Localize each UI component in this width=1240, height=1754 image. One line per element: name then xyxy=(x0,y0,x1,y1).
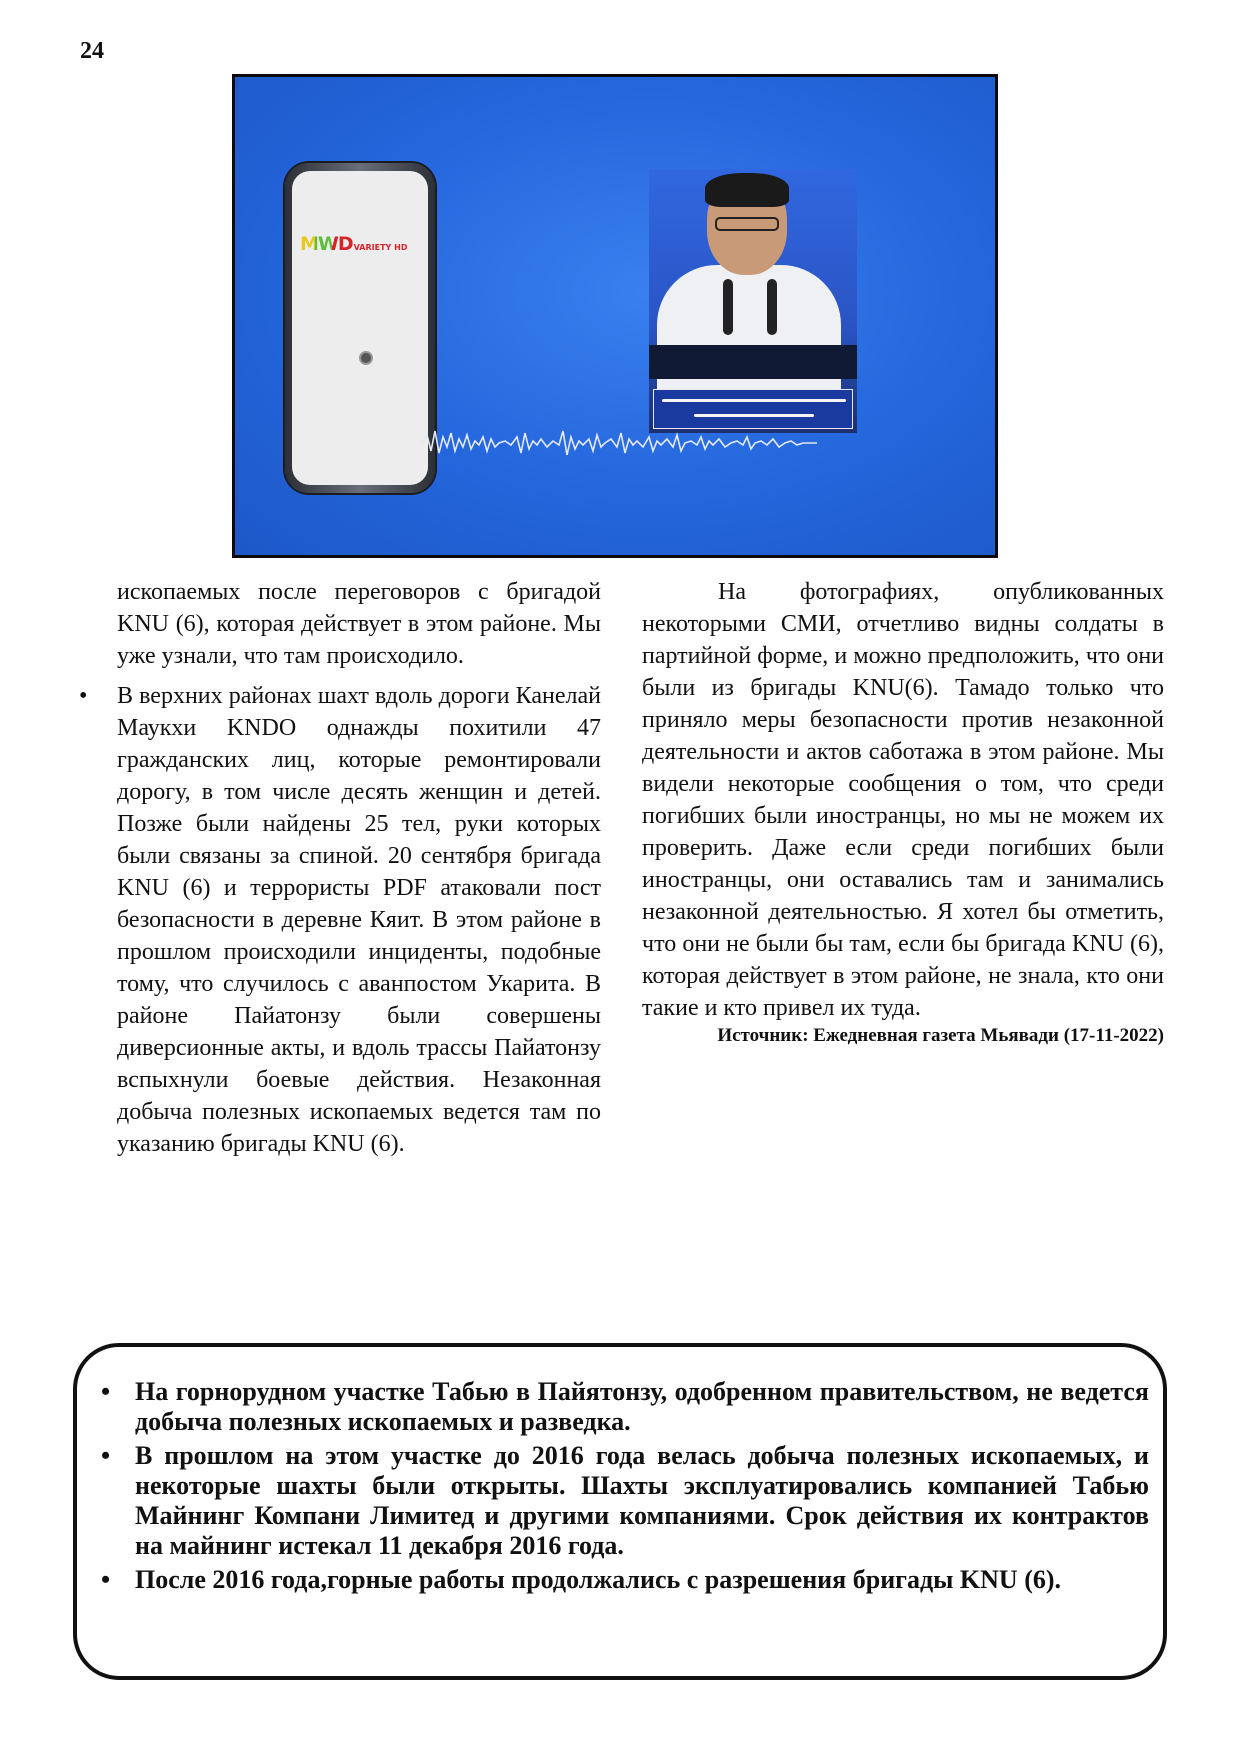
phone-screen xyxy=(292,171,428,485)
microphone-icon xyxy=(723,279,733,335)
phone-camera-icon xyxy=(361,353,371,363)
list-item xyxy=(101,1377,1149,1437)
list-item xyxy=(79,680,601,1160)
bullet-icon: • xyxy=(101,1377,111,1406)
podium xyxy=(649,345,857,379)
list-item xyxy=(101,1441,1149,1561)
microphone-icon xyxy=(767,279,777,335)
summary-text: В прошлом на этом участке до 2016 года велась добыча полезных ископаемых, и некоторые шахты были открыты. Шахты эксплуатировались компанией Табью Майнинг Компани Лимитед и другими компаниями. Срок действия их контрактов на майнинг истекал 11 декабря 2016 года. xyxy=(135,1441,1149,1560)
caption-script-line xyxy=(694,414,814,417)
smartphone-image xyxy=(285,163,435,493)
caption-script-line xyxy=(662,399,846,402)
bullet-icon: • xyxy=(101,1565,111,1594)
mwd-logo-subtext: VARIETY HD xyxy=(353,243,408,252)
mwd-logo xyxy=(300,233,407,255)
source-citation: Источник: Ежедневная газета Мьявади (17-11-2022) xyxy=(717,1025,1164,1046)
right-paragraph: На фотографиях, опубликованных некоторыми СМИ, отчетливо видны солдаты в партийной форме, и можно предположить, что они были из бригады KNU(6). Тамадо только что приняло меры безопасности против незаконной деятельности и актов саботажа в этом районе. Мы видели некоторые сообщения о том, что среди погибших были иностранцы, но мы не можем их проверить. Даже если среди погибших были иностранцы, они оставались там и занимались незаконной деятельностью. Я хотел бы отметить, что они не были бы там, если бы бригада KNU (6), которая действует в этом районе, не знала, кто они такие и кто привел их туда. xyxy=(642,579,1164,1021)
summary-box xyxy=(73,1343,1167,1680)
bullet-icon: • xyxy=(101,1441,111,1470)
bullet-icon: • xyxy=(79,683,88,709)
left-bullet-list xyxy=(79,680,601,1160)
speaker-video-frame xyxy=(649,169,857,433)
audio-waveform xyxy=(421,423,817,463)
speaker-glasses xyxy=(715,217,779,231)
news-photo xyxy=(232,74,998,558)
summary-text: На горнорудном участке Табью в Пайятонзу, одобренном правительством, не ведется добыча полезных ископаемых и разведка. xyxy=(135,1377,1149,1436)
speaker-hair xyxy=(705,173,789,207)
bullet-text: В верхних районах шахт вдоль дороги Канелай Маукхи KNDO однажды похитили 47 гражданских лиц, которые ремонтировали дорогу, в том числе десять женщин и детей. Позже были найдены 25 тел, руки которых были связаны за спиной. 20 сентября бригада KNU (6) и террористы PDF атаковали пост безопасности в деревне Кяит. В этом районе в прошлом происходили инциденты, подобные тому, что случилось с аванпостом Укарита. В районе Пайатонзу были совершены диверсионные акты, и вдоль трассы Пайатонзу вспыхнули боевые действия. Незаконная добыча полезных ископаемых ведется там по указанию бригады KNU (6). xyxy=(117,683,601,1157)
left-intro-paragraph: ископаемых после переговоров с бригадой KNU (6), которая действует в этом районе. Мы уже узнали, что там происходило. xyxy=(117,579,601,669)
left-text-column xyxy=(79,576,601,1160)
summary-text: После 2016 года,горные работы продолжались с разрешения бригады KNU (6). xyxy=(135,1565,1062,1594)
right-text-column xyxy=(642,576,1164,1048)
list-item xyxy=(101,1565,1149,1595)
page-number: 24 xyxy=(80,38,104,64)
mwd-logo-text: MWD xyxy=(300,233,353,255)
summary-list xyxy=(101,1377,1149,1599)
